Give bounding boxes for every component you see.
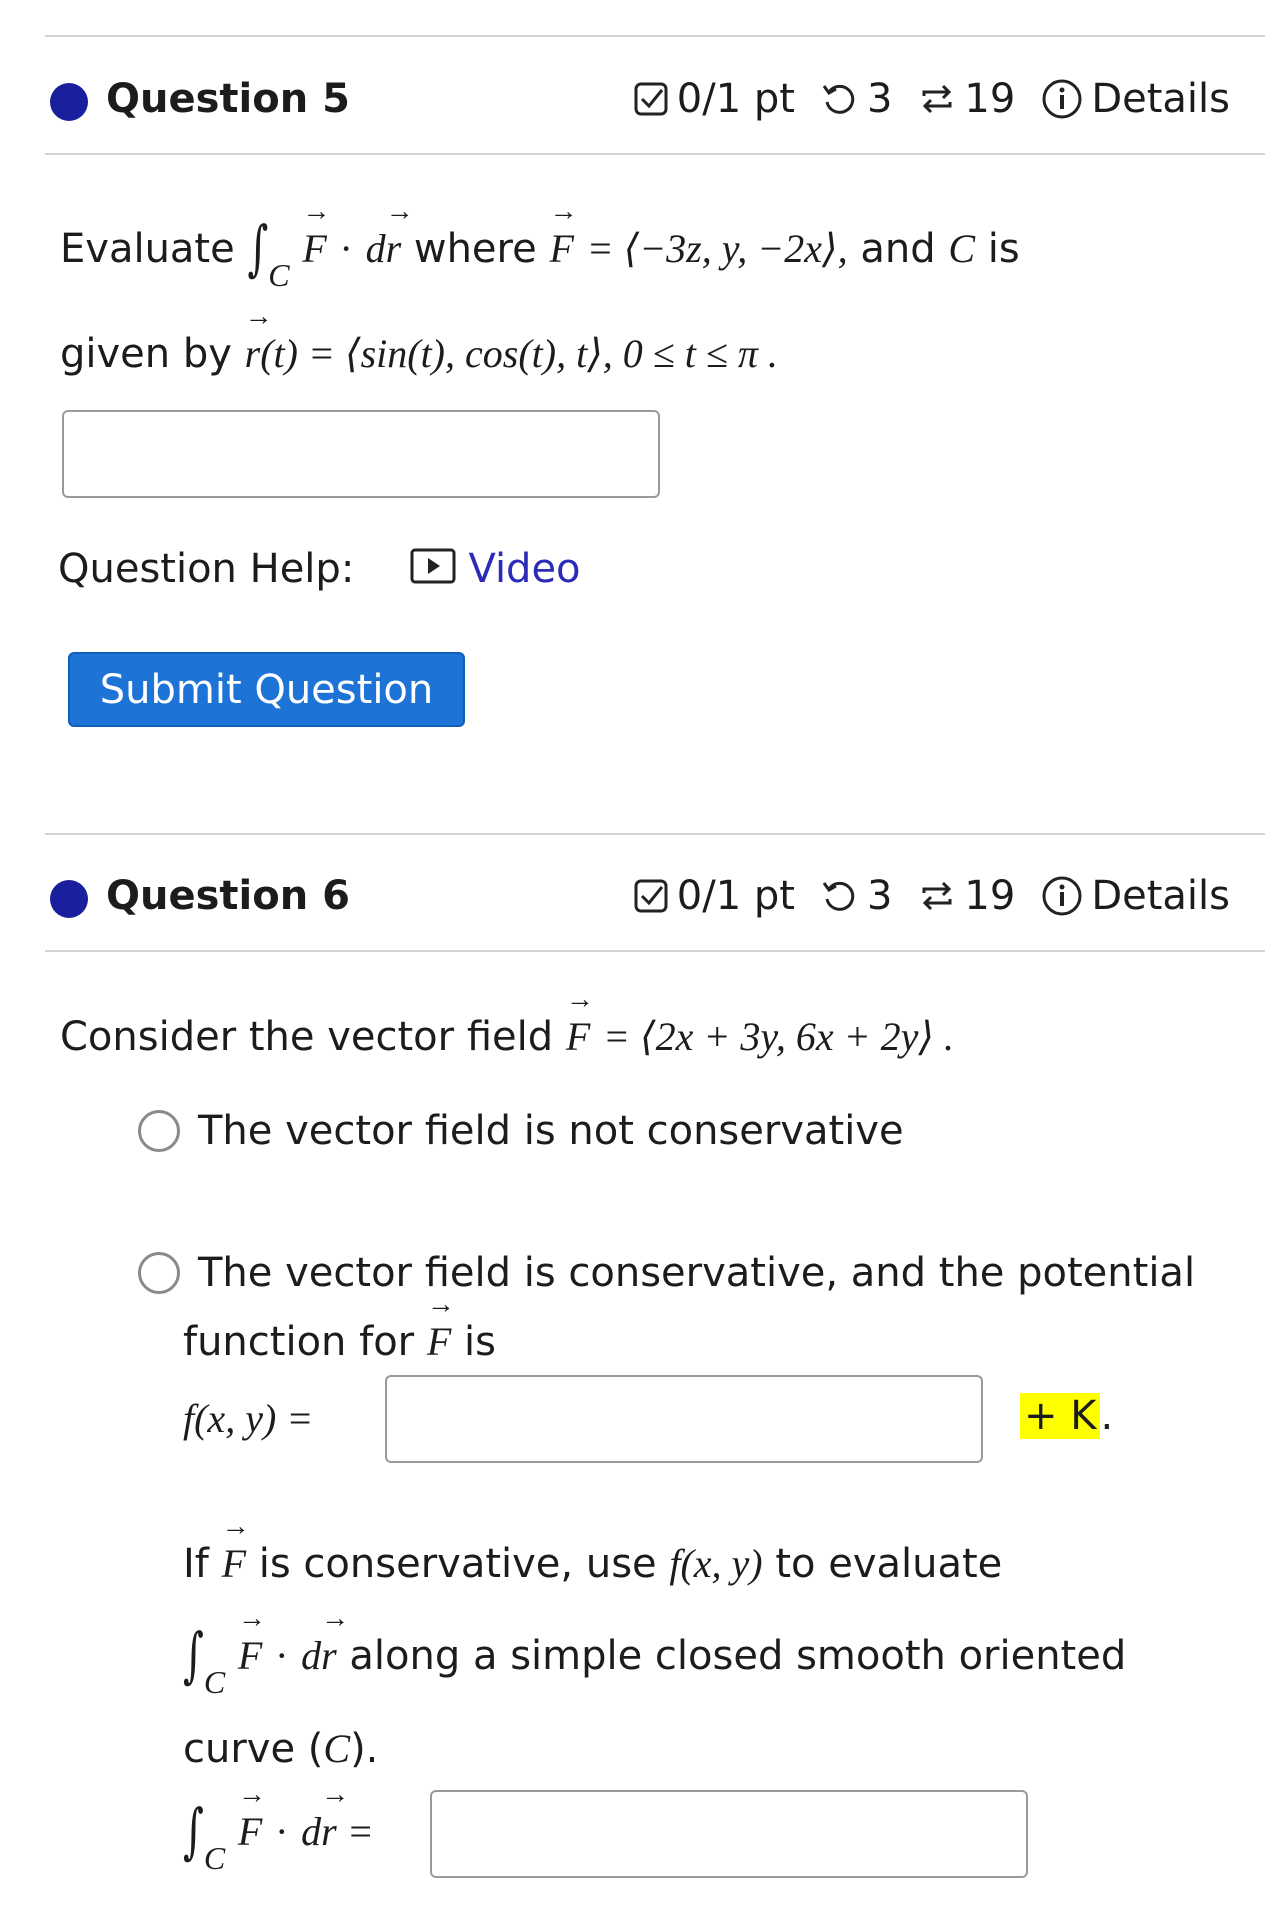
if-text: If bbox=[183, 1541, 209, 1587]
header-divider bbox=[45, 153, 1265, 155]
evaluate-text: Evaluate bbox=[60, 226, 235, 272]
curve-subscript: C bbox=[268, 257, 290, 293]
and-text: and bbox=[860, 226, 936, 272]
question-meta bbox=[633, 873, 1230, 919]
integral-symbol: ∫ bbox=[247, 214, 269, 284]
video-icon[interactable] bbox=[410, 547, 456, 595]
plus-k-highlight: + K bbox=[1020, 1393, 1100, 1439]
option-conservative-label-line2 bbox=[183, 1318, 496, 1366]
vector-r: → r bbox=[245, 330, 261, 378]
vector-f: → F bbox=[427, 1318, 451, 1366]
question-meta bbox=[633, 76, 1230, 122]
question-6-prompt bbox=[60, 1013, 954, 1061]
option-conservative-label: The vector field is conservative, and the potential bbox=[198, 1250, 1196, 1296]
question-title: Question 5 bbox=[106, 76, 350, 122]
question-6-header-divider bbox=[45, 950, 1265, 952]
score-text: 0/1 pt bbox=[676, 76, 795, 122]
attempts-icon bbox=[918, 877, 956, 915]
retry-icon bbox=[821, 80, 859, 118]
vector-f-2: → F bbox=[549, 225, 573, 273]
help-label: Question Help: bbox=[58, 546, 355, 592]
plus-k-label bbox=[1020, 1392, 1113, 1440]
question-5-header bbox=[50, 68, 1250, 138]
fxy-symbol: f(x, y) bbox=[669, 1541, 763, 1586]
checkbox-icon bbox=[633, 81, 669, 117]
checkbox-icon bbox=[633, 878, 669, 914]
retries-count: 3 bbox=[866, 76, 893, 122]
question-help bbox=[58, 545, 581, 595]
consider-text: Consider the vector field bbox=[60, 1014, 554, 1060]
score-text: 0/1 pt bbox=[676, 873, 795, 919]
question-5-prompt-line1: Evaluate $\int_C \to F \cdot d\to r$ where → F = ⟨−3z, y, −2x⟩, and C is bbox=[60, 225, 1020, 273]
where-text: where bbox=[413, 226, 537, 272]
field-equation: = ⟨−3z, y, −2x⟩, bbox=[586, 226, 848, 271]
vector-f: → F bbox=[222, 1540, 246, 1588]
period: . bbox=[1100, 1393, 1114, 1439]
is-conservative-text: is conservative, use bbox=[258, 1541, 657, 1587]
integral-symbol: ∫ bbox=[183, 1621, 204, 1691]
option-not-conservative-label: The vector field is not conservative bbox=[198, 1108, 904, 1154]
potential-function-input[interactable] bbox=[385, 1375, 983, 1463]
curve-label-a: curve ( bbox=[183, 1726, 324, 1772]
parametrization: (t) = ⟨sin(t), cos(t), t⟩, 0 ≤ t ≤ π . bbox=[260, 331, 778, 376]
details-link[interactable]: Details bbox=[1091, 873, 1230, 919]
question-6-header bbox=[50, 865, 1250, 935]
if-conservative-text bbox=[183, 1540, 1002, 1588]
radio-conservative[interactable] bbox=[138, 1252, 180, 1294]
vector-f: → F bbox=[302, 225, 326, 273]
answer-input-q5[interactable] bbox=[62, 410, 660, 498]
details-link[interactable]: Details bbox=[1091, 76, 1230, 122]
vector-f: → F bbox=[238, 1808, 262, 1856]
function-for-text: function for bbox=[183, 1319, 415, 1365]
dr-symbol: d→ r bbox=[301, 1633, 337, 1678]
retries-count: 3 bbox=[866, 873, 893, 919]
top-divider bbox=[45, 35, 1265, 37]
radio-not-conservative[interactable] bbox=[138, 1110, 180, 1152]
curve-symbol: C bbox=[323, 1726, 351, 1771]
attempts-count: 19 bbox=[964, 873, 1016, 919]
curve-symbol: C bbox=[948, 226, 976, 271]
to-evaluate-text: to evaluate bbox=[775, 1541, 1003, 1587]
line-integral-input[interactable] bbox=[430, 1790, 1028, 1878]
is-text: is bbox=[464, 1319, 496, 1365]
question-status-dot bbox=[50, 880, 88, 918]
dr-symbol: d→ r bbox=[301, 1809, 337, 1854]
given-by-text: given by bbox=[60, 331, 232, 377]
field-equation: = ⟨2x + 3y, 6x + 2y⟩ . bbox=[603, 1014, 954, 1059]
potential-lhs: f(x, y) = bbox=[183, 1396, 314, 1441]
info-icon[interactable] bbox=[1041, 875, 1083, 917]
question-title: Question 6 bbox=[106, 873, 350, 919]
curve-text bbox=[183, 1725, 378, 1773]
line-integral-text: $\int_C \to F \cdot d\to r$ along a simple closed smooth oriented bbox=[183, 1632, 1126, 1680]
integral-symbol: ∫ bbox=[183, 1797, 204, 1867]
attempts-icon bbox=[918, 80, 956, 118]
retry-icon bbox=[821, 877, 859, 915]
video-link[interactable]: Video bbox=[468, 546, 581, 592]
vector-f: → F bbox=[238, 1632, 262, 1680]
curve-label-b: ). bbox=[350, 1726, 379, 1772]
question-5-prompt-line2 bbox=[60, 330, 778, 378]
along-text: along a simple closed smooth oriented bbox=[349, 1633, 1127, 1679]
curve-subscript: C bbox=[203, 1664, 226, 1700]
dr-symbol: d→ r bbox=[366, 226, 402, 271]
final-integral-lhs: $\int_C \to F \cdot d\to r$ = bbox=[183, 1808, 372, 1856]
question-status-dot bbox=[50, 83, 88, 121]
vector-f: → F bbox=[566, 1013, 590, 1061]
is-text: is bbox=[987, 226, 1020, 272]
submit-question-button[interactable]: Submit Question bbox=[68, 652, 465, 727]
equals-sign: = bbox=[349, 1809, 372, 1854]
attempts-count: 19 bbox=[964, 76, 1016, 122]
question-6-top-divider bbox=[45, 833, 1265, 835]
info-icon[interactable] bbox=[1041, 78, 1083, 120]
curve-subscript: C bbox=[203, 1840, 226, 1876]
